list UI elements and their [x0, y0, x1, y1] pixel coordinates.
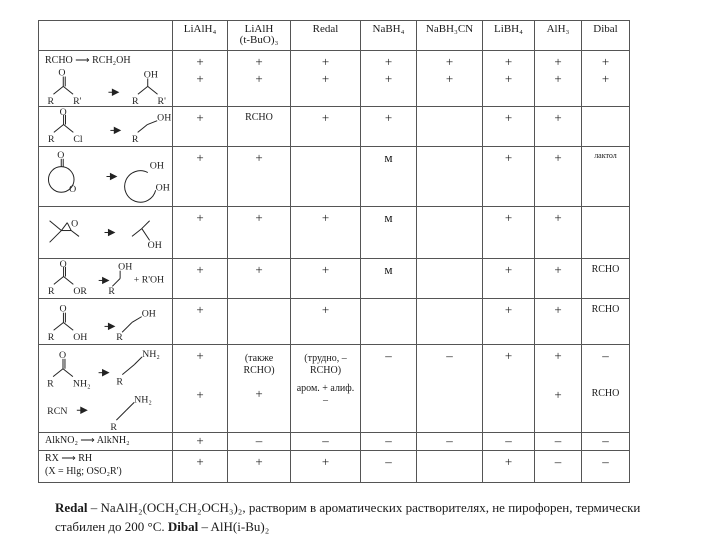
dibal-description: – AlH(i-Bu)₂: [201, 519, 270, 534]
acid-structure-svg: [39, 299, 172, 344]
cell-r6-c7: +: [535, 259, 582, 299]
cell-r5-c4: м: [361, 207, 417, 259]
cell-r8-c2: (также RCHO) +: [228, 345, 291, 433]
reaction-halide: RX ⟶ RH (X = Hlg; OSO₂R'): [39, 451, 173, 483]
svg-text:O: O: [59, 107, 67, 118]
cell-r7-c1: +: [173, 299, 228, 345]
reaction-acid: [39, 299, 173, 345]
header-redal: Redal: [291, 21, 361, 51]
svg-text:O: O: [69, 184, 77, 196]
cell-r4-c3: [291, 147, 361, 207]
table-row: [39, 345, 630, 433]
svg-text:R: R: [116, 376, 123, 388]
cell-r6-c1: +: [173, 259, 228, 299]
dibal-label: Dibal: [167, 519, 199, 534]
ketone-structure-svg: [39, 51, 172, 106]
cell-r7-c6: +: [483, 299, 535, 345]
cell-r10-c3: +: [291, 451, 361, 483]
cell-r8-c5: –: [417, 345, 483, 433]
cell-r1-c5: + +: [417, 51, 483, 107]
svg-text:R: R: [108, 286, 115, 298]
cell-r4-c7: +: [535, 147, 582, 207]
reaction-epoxide: [39, 207, 173, 259]
cell-r3-c3: +: [291, 107, 361, 147]
redal-label: Redal: [55, 500, 88, 515]
svg-text:O: O: [57, 149, 65, 161]
reaction-acyl-chloride: [39, 107, 173, 147]
cell-r7-c4: [361, 299, 417, 345]
cell-r9-c6: –: [483, 433, 535, 451]
table-row: [39, 51, 630, 107]
footnote: [55, 498, 675, 536]
cell-r4-c1: +: [173, 147, 228, 207]
cell-r10-c1: +: [173, 451, 228, 483]
cell-r7-c7: +: [535, 299, 582, 345]
svg-text:R: R: [47, 96, 55, 106]
reaction-text-aldehyde: RCHO ⟶ RCH₂OH: [45, 55, 131, 66]
table-row: [39, 433, 630, 451]
cell-r3-c2: RCHO: [228, 107, 291, 147]
cell-r6-c2: +: [228, 259, 291, 299]
cell-r8-c7: + +: [535, 345, 582, 433]
svg-text:R: R: [132, 96, 139, 106]
cell-r4-c2: +: [228, 147, 291, 207]
reaction-aldehyde-ketone: [39, 51, 173, 107]
reaction-ester: [39, 259, 173, 299]
cell-r1-c1: + +: [173, 51, 228, 107]
cell-r6-c4: м: [361, 259, 417, 299]
reaction-lactone: [39, 147, 173, 207]
amide-nitrile-structure-svg: [39, 345, 172, 432]
cell-r8-c4: –: [361, 345, 417, 433]
header-libh4: LiBH₄: [483, 21, 535, 51]
header-reaction: [39, 21, 173, 51]
cell-r1-c6: + +: [483, 51, 535, 107]
table-row: [39, 207, 630, 259]
cell-r7-c5: [417, 299, 483, 345]
table-row: [39, 259, 630, 299]
cell-r4-c8: лактол: [582, 147, 630, 207]
cell-r3-c6: +: [483, 107, 535, 147]
cell-r9-c2: –: [228, 433, 291, 451]
redal-description: – NaAlH₂(OCH₂CH₂OCH₃)₂, растворим в ароматических растворителях, не пирофорен, термически стабилен до 200 °С.: [55, 500, 641, 534]
cell-r4-c5: [417, 147, 483, 207]
cell-r5-c3: +: [291, 207, 361, 259]
cell-r10-c4: –: [361, 451, 417, 483]
acyl-chloride-structure-svg: [39, 107, 172, 146]
svg-text:O: O: [59, 349, 67, 361]
cell-r3-c4: +: [361, 107, 417, 147]
svg-text:R: R: [47, 332, 55, 344]
svg-text:NH₂: NH₂: [134, 394, 152, 406]
table-row: [39, 107, 630, 147]
cell-r3-c5: [417, 107, 483, 147]
table-row: [39, 451, 630, 483]
cell-r1-c3: + +: [291, 51, 361, 107]
cell-r6-c6: +: [483, 259, 535, 299]
cell-r1-c4: + +: [361, 51, 417, 107]
svg-text:R: R: [110, 422, 118, 432]
svg-text:OR: OR: [73, 286, 87, 298]
svg-text:R: R: [47, 286, 55, 298]
cell-r5-c2: +: [228, 207, 291, 259]
reaction-amide-nitrile: [39, 345, 173, 433]
svg-text:Cl: Cl: [73, 134, 83, 146]
cell-r5-c1: +: [173, 207, 228, 259]
cell-r1-c8: + +: [582, 51, 630, 107]
cell-r5-c8: [582, 207, 630, 259]
table-row: [39, 147, 630, 207]
svg-text:R': R': [73, 96, 82, 106]
svg-text:O: O: [59, 259, 67, 270]
header-lialh4: LiAlH₄: [173, 21, 228, 51]
svg-text:OH: OH: [143, 69, 158, 81]
header-alh3: AlH₃: [535, 21, 582, 51]
header-lialh-tbuo3: LiAlH (t-BuO)₃: [228, 21, 291, 51]
cell-r3-c7: +: [535, 107, 582, 147]
cell-r9-c7: –: [535, 433, 582, 451]
svg-text:OH: OH: [73, 332, 88, 344]
lactone-structure-svg: [39, 147, 172, 206]
svg-text:RCN: RCN: [47, 406, 68, 418]
cell-r7-c2: [228, 299, 291, 345]
header-nabh4: NaBH₄: [361, 21, 417, 51]
svg-text:OH: OH: [149, 160, 164, 172]
cell-r8-c6: +: [483, 345, 535, 433]
cell-r9-c3: –: [291, 433, 361, 451]
svg-text:NH₂: NH₂: [72, 378, 91, 390]
cell-r8-c3: (трудно, – RCHO) аром. + алиф. –: [291, 345, 361, 433]
cell-r5-c5: [417, 207, 483, 259]
cell-r7-c8: RCHO: [582, 299, 630, 345]
cell-r9-c5: –: [417, 433, 483, 451]
cell-r5-c6: +: [483, 207, 535, 259]
cell-r1-c7: + +: [535, 51, 582, 107]
cell-r9-c8: –: [582, 433, 630, 451]
cell-r6-c8: RCHO: [582, 259, 630, 299]
table-row: [39, 299, 630, 345]
cell-r10-c7: –: [535, 451, 582, 483]
svg-text:R: R: [47, 378, 54, 390]
cell-r6-c5: [417, 259, 483, 299]
header-nabh3cn: NaBH₃CN: [417, 21, 483, 51]
svg-text:OH: OH: [157, 112, 172, 124]
cell-r1-c2: + +: [228, 51, 291, 107]
cell-r3-c1: +: [173, 107, 228, 147]
cell-r7-c3: +: [291, 299, 361, 345]
cell-r4-c4: м: [361, 147, 417, 207]
cell-r8-c1: + +: [173, 345, 228, 433]
header-dibal: Dibal: [582, 21, 630, 51]
cell-r10-c6: +: [483, 451, 535, 483]
epoxide-structure-svg: [39, 207, 172, 258]
header-row: [39, 21, 630, 51]
svg-text:R: R: [131, 134, 139, 146]
cell-r10-c2: +: [228, 451, 291, 483]
cell-r8-c8: – RCHO: [582, 345, 630, 433]
reaction-nitro: AlkNO₂ ⟶ AlkNH₂: [39, 433, 173, 451]
svg-text:R': R': [157, 96, 166, 106]
cell-r10-c8: –: [582, 451, 630, 483]
svg-text:+ R'OH: + R'OH: [133, 274, 165, 286]
svg-text:O: O: [59, 303, 67, 315]
svg-text:OH: OH: [155, 182, 170, 194]
svg-text:OH: OH: [147, 240, 162, 252]
svg-text:R: R: [47, 134, 55, 146]
svg-text:R: R: [116, 332, 123, 344]
ester-structure-svg: [39, 259, 172, 298]
svg-text:NH₂: NH₂: [142, 348, 160, 360]
cell-r6-c3: +: [291, 259, 361, 299]
svg-text:O: O: [71, 218, 79, 230]
svg-text:OH: OH: [141, 308, 156, 320]
cell-r3-c8: [582, 107, 630, 147]
cell-r5-c7: +: [535, 207, 582, 259]
cell-r9-c4: –: [361, 433, 417, 451]
svg-text:OH: OH: [118, 261, 133, 273]
svg-text:O: O: [58, 67, 66, 79]
reducing-agents-table: [38, 20, 630, 483]
cell-r4-c6: +: [483, 147, 535, 207]
cell-r10-c5: [417, 451, 483, 483]
cell-r9-c1: +: [173, 433, 228, 451]
